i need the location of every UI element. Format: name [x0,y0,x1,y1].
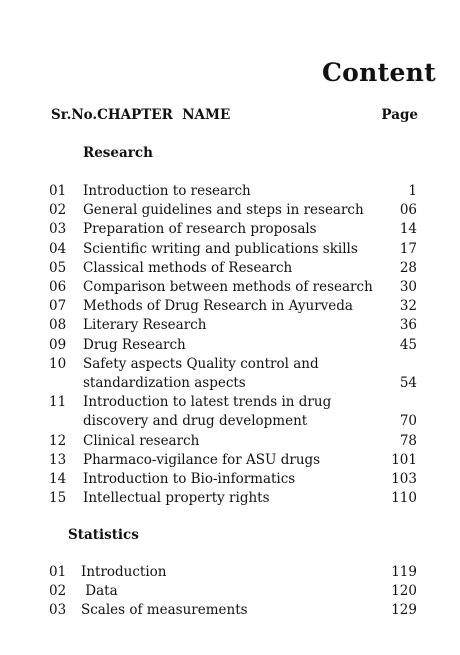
toc-row-chapter-name: Drug Research [83,336,186,353]
toc-row [49,432,417,451]
toc-row [49,601,417,620]
section-title-statistics: Statistics [68,527,139,543]
toc-row-chapter-name: Comparison between methods of research [83,279,373,295]
toc-row-chapter-name: General guidelines and steps in research [83,202,364,219]
toc-row [49,582,417,601]
toc-row-page: 120 [391,583,417,600]
toc-row-number: 03 [49,602,67,619]
toc-row-number: 04 [49,240,67,257]
toc-row-number: 13 [49,451,67,468]
toc-row [49,201,417,220]
toc-row [49,489,417,508]
toc-row [49,182,417,201]
toc-row-page: 28 [399,259,417,276]
toc-row-chapter-name: Pharmaco-vigilance for ASU drugs [83,451,321,468]
section-title-research: Research [83,145,153,161]
toc-row [49,393,417,412]
toc-row [49,278,417,297]
toc-row-number: 11 [49,394,67,411]
toc-row-chapter-name: Introduction [81,564,167,580]
toc-row-number: 14 [49,471,67,487]
page-title: Content [321,58,436,87]
toc-row-number: 01 [49,183,67,199]
toc-row [49,297,417,316]
toc-row-chapter-name: Preparation of research proposals [83,221,317,238]
toc-row-chapter-name: Scales of measurements [81,602,248,619]
toc-row-chapter-name: Methods of Drug Research in Ayurveda [83,298,353,315]
toc-row-number: 15 [49,490,67,507]
toc-row-chapter-name: discovery and drug development [83,413,308,430]
toc-row-number: 02 [49,583,67,600]
toc-row-number: 01 [49,564,67,580]
toc-row-page: 32 [399,298,417,315]
toc-row [49,240,417,259]
toc-row-number: 08 [49,317,67,334]
toc-row-chapter-name: Introduction to Bio-informatics [83,471,296,487]
toc-row-chapter-name: Clinical research [83,432,200,449]
toc-row-number: 06 [49,279,67,295]
toc-row-page: 70 [399,413,417,430]
toc-row [49,316,417,335]
toc-row-page: 129 [391,602,417,619]
toc-row [49,259,417,278]
toc-row-page: 06 [399,202,417,219]
toc-row [49,412,417,431]
toc-row-number: 07 [49,298,67,315]
toc-row [49,355,417,374]
toc-row-chapter-name: Classical methods of Research [83,259,293,276]
column-header [51,107,418,123]
toc-row-chapter-name: Literary Research [83,317,207,334]
toc-row-page: 119 [391,564,417,580]
toc-row-number: 05 [49,259,67,276]
toc-row-chapter-name: Data [81,583,118,600]
toc-row-chapter-name: Safety aspects Quality control and [83,355,319,372]
toc-row-page: 110 [391,490,417,507]
toc-row [49,470,417,489]
toc-row-number: 12 [49,432,67,449]
toc-row-chapter-name: Introduction to latest trends in drug [83,394,332,411]
toc-row-chapter-name: Introduction to research [83,183,251,199]
toc-row-chapter-name: Intellectual property rights [83,490,270,507]
toc-row-page: 101 [391,451,417,468]
toc-row-page: 78 [399,432,417,449]
toc-row-number: 02 [49,202,67,219]
toc-row-number: 10 [49,355,67,372]
toc-row-page: 45 [399,336,417,353]
toc-row-page: 54 [399,375,417,391]
toc-row-page: 103 [391,471,417,487]
toc-row [49,451,417,470]
toc-row-page: 36 [399,317,417,334]
toc-row [49,336,417,355]
toc-row [49,374,417,393]
header-srno-chapter: Sr.No.CHAPTER NAME [51,107,231,123]
toc-row-number: 09 [49,336,67,353]
toc-row-page: 30 [399,279,417,295]
header-page: Page [381,107,418,123]
toc-row-chapter-name: standardization aspects [83,375,246,391]
toc-row-number: 03 [49,221,67,238]
toc-row-page: 17 [399,240,417,257]
toc-row-chapter-name: Scientific writing and publications skills [83,240,358,257]
toc-row [49,563,417,582]
toc-row [49,220,417,239]
toc-row-page: 14 [399,221,417,238]
toc-row-page: 1 [408,183,417,199]
